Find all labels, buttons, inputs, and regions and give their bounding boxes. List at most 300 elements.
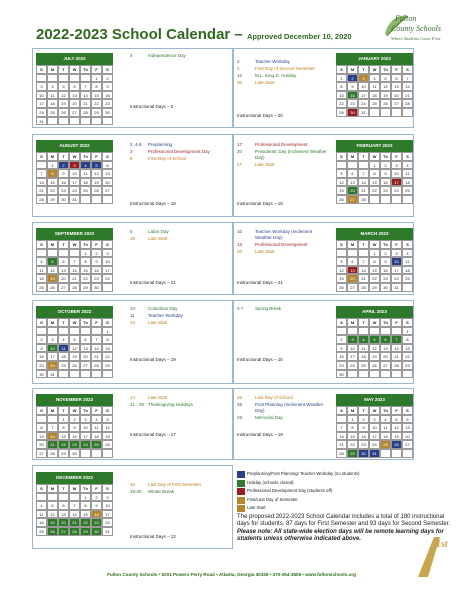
day-cell: 1 <box>80 493 91 502</box>
day-cell: 26 <box>380 99 391 108</box>
day-cell: 19 <box>336 274 347 283</box>
day-cell: 16 <box>358 432 369 441</box>
weekday-header: S <box>36 406 47 415</box>
day-cell <box>358 249 369 258</box>
day-cell <box>380 449 391 458</box>
day-cell: 17 <box>391 178 402 187</box>
day-cell: 12 <box>58 91 69 100</box>
day-cell: 10 <box>102 257 113 266</box>
day-cell: 31 <box>36 117 47 126</box>
day-cell: 1 <box>369 161 380 170</box>
day-cell: 25 <box>36 527 47 536</box>
day-cell <box>91 327 102 336</box>
day-cell: 28 <box>36 195 47 204</box>
month-events-aug <box>130 142 223 163</box>
day-cell: 19 <box>369 352 380 361</box>
day-cell: 4 <box>36 501 47 510</box>
day-cell: 7 <box>80 82 91 91</box>
event-row <box>237 59 330 65</box>
day-cell: 20 <box>391 91 402 100</box>
weekday-header: T <box>58 65 69 74</box>
day-cell: 2 <box>91 493 102 502</box>
day-cell <box>336 249 347 258</box>
day-cell: 9 <box>91 257 102 266</box>
event-date: 30 <box>237 80 243 85</box>
day-cell <box>69 249 80 258</box>
day-cell: 5 <box>336 257 347 266</box>
event-row <box>237 162 330 168</box>
day-cell: 12 <box>336 178 347 187</box>
legend-swatch <box>237 488 245 495</box>
day-cell: 11 <box>47 91 58 100</box>
event-row <box>130 313 223 319</box>
day-cell: 28 <box>402 99 413 108</box>
calendar-title: 2022-2023 School Calendar – <box>36 26 243 43</box>
day-cell: 1 <box>336 74 347 83</box>
day-cell: 22 <box>402 352 413 361</box>
event-date: 19-30 <box>130 489 142 494</box>
day-cell <box>36 493 47 502</box>
day-cell: 16 <box>91 510 102 519</box>
day-cell: 13 <box>347 266 358 275</box>
day-cell <box>69 74 80 83</box>
day-cell: 18 <box>402 178 413 187</box>
day-cell: 2 <box>91 249 102 258</box>
month-calendar-nov <box>36 394 113 458</box>
day-cell: 28 <box>358 195 369 204</box>
day-cell: 11 <box>36 510 47 519</box>
month-calendar-oct <box>36 306 113 378</box>
day-cell <box>47 249 58 258</box>
weekday-header: S <box>36 484 47 493</box>
day-cell: 4 <box>369 74 380 83</box>
month-name: MARCH 2023 <box>336 228 413 240</box>
day-cell: 15 <box>80 266 91 275</box>
day-cell: 3 <box>47 335 58 344</box>
day-cell: 22 <box>80 518 91 527</box>
day-cell: 12 <box>91 169 102 178</box>
day-cell: 11 <box>402 257 413 266</box>
event-date: 2, 4-5 <box>130 142 142 147</box>
weekday-header: Th <box>380 152 391 161</box>
day-cell: 6 <box>69 82 80 91</box>
day-cell: 2 <box>58 161 69 170</box>
day-cell: 4 <box>47 82 58 91</box>
day-cell: 20 <box>347 274 358 283</box>
day-cell: 25 <box>91 440 102 449</box>
weekday-header: F <box>91 65 102 74</box>
day-cell: 16 <box>380 266 391 275</box>
day-cell: 21 <box>69 518 80 527</box>
event-row <box>237 142 330 148</box>
instructional-days: Instructional Days – 12 <box>130 534 176 539</box>
event-date: 5 <box>130 229 133 234</box>
day-cell: 25 <box>80 186 91 195</box>
day-cell: 14 <box>402 82 413 91</box>
month-grid <box>36 484 113 536</box>
event-label: Late Start <box>255 80 275 85</box>
weekday-header: W <box>69 240 80 249</box>
weekday-header: Th <box>80 65 91 74</box>
day-cell <box>402 283 413 292</box>
day-cell: 11 <box>36 266 47 275</box>
day-cell <box>347 249 358 258</box>
page-title <box>36 26 352 43</box>
weekday-header: S <box>102 484 113 493</box>
day-cell: 22 <box>369 274 380 283</box>
day-cell <box>36 74 47 83</box>
day-cell: 9 <box>380 169 391 178</box>
day-cell: 1 <box>402 327 413 336</box>
day-cell: 13 <box>58 266 69 275</box>
day-cell: 30 <box>380 283 391 292</box>
day-cell: 5 <box>91 161 102 170</box>
day-cell: 4 <box>380 415 391 424</box>
day-cell: 12 <box>336 266 347 275</box>
day-cell: 15 <box>336 91 347 100</box>
day-cell: 9 <box>69 423 80 432</box>
event-label: M.L. King Jr. Holiday <box>255 73 297 78</box>
day-cell: 27 <box>347 283 358 292</box>
day-cell: 21 <box>402 91 413 100</box>
day-cell: 8 <box>102 335 113 344</box>
day-cell: 12 <box>69 344 80 353</box>
month-calendar-mar <box>336 228 413 292</box>
day-cell <box>80 117 91 126</box>
day-cell: 30 <box>36 370 47 379</box>
day-cell: 12 <box>380 82 391 91</box>
day-cell <box>380 195 391 204</box>
day-cell <box>347 370 358 379</box>
day-cell: 22 <box>347 440 358 449</box>
day-cell: 15 <box>402 344 413 353</box>
event-row <box>130 229 223 235</box>
day-cell: 9 <box>102 82 113 91</box>
month-name: SEPTEMBER 2022 <box>36 228 113 240</box>
day-cell <box>369 327 380 336</box>
weekday-header: F <box>391 240 402 249</box>
day-cell: 27 <box>80 361 91 370</box>
day-cell: 27 <box>391 99 402 108</box>
month-events-jan <box>237 59 330 87</box>
day-cell: 18 <box>36 518 47 527</box>
day-cell: 15 <box>102 344 113 353</box>
event-label: Late Start <box>148 395 168 400</box>
day-cell <box>336 327 347 336</box>
day-cell: 1 <box>80 249 91 258</box>
weekday-header: T <box>358 152 369 161</box>
day-cell: 29 <box>336 108 347 117</box>
day-cell <box>391 195 402 204</box>
event-row <box>237 306 330 312</box>
event-date: 16 <box>130 482 136 487</box>
day-cell: 14 <box>358 266 369 275</box>
day-cell <box>80 449 91 458</box>
day-cell: 24 <box>391 274 402 283</box>
day-cell: 20 <box>347 186 358 195</box>
event-date: 10 <box>237 229 243 234</box>
event-row <box>130 53 223 59</box>
day-cell: 29 <box>402 361 413 370</box>
month-grid <box>36 65 113 125</box>
day-cell: 29 <box>58 449 69 458</box>
day-cell: 27 <box>102 186 113 195</box>
day-cell: 24 <box>358 99 369 108</box>
weekday-header: S <box>402 65 413 74</box>
month-name: OCTOBER 2022 <box>36 306 113 318</box>
day-cell <box>102 283 113 292</box>
day-cell: 20 <box>402 432 413 441</box>
weekday-header: F <box>391 65 402 74</box>
day-cell <box>80 74 91 83</box>
weekday-header: S <box>336 152 347 161</box>
day-cell: 22 <box>336 99 347 108</box>
event-date: 20 <box>237 249 243 254</box>
month-events-oct <box>130 306 223 327</box>
day-cell: 30 <box>102 108 113 117</box>
day-cell: 25 <box>402 274 413 283</box>
day-cell: 28 <box>47 449 58 458</box>
day-cell: 21 <box>358 186 369 195</box>
event-label: Independence Day <box>148 53 186 58</box>
day-cell: 25 <box>58 361 69 370</box>
weekday-header: M <box>347 152 358 161</box>
weekday-header: M <box>47 406 58 415</box>
day-cell: 22 <box>102 352 113 361</box>
day-cell <box>58 327 69 336</box>
day-cell: 30 <box>347 108 358 117</box>
day-cell: 3 <box>80 415 91 424</box>
weekday-header: F <box>391 318 402 327</box>
day-cell: 21 <box>391 352 402 361</box>
month-grid <box>336 318 413 378</box>
weekday-header: Th <box>80 484 91 493</box>
day-cell: 9 <box>380 257 391 266</box>
day-cell: 2 <box>36 335 47 344</box>
day-cell: 14 <box>80 91 91 100</box>
event-label: First Day of School <box>148 156 187 161</box>
day-cell: 29 <box>369 283 380 292</box>
day-cell: 26 <box>369 361 380 370</box>
day-cell: 30 <box>358 449 369 458</box>
instructional-days: Instructional Days – 18 <box>130 201 176 206</box>
day-cell: 21 <box>69 274 80 283</box>
event-row <box>237 80 330 86</box>
event-date: 27 <box>237 162 243 167</box>
day-cell: 6 <box>391 74 402 83</box>
day-cell: 13 <box>69 91 80 100</box>
day-cell: 10 <box>80 423 91 432</box>
month-grid <box>336 406 413 458</box>
day-cell: 14 <box>69 266 80 275</box>
day-cell: 21 <box>336 440 347 449</box>
event-row <box>237 73 330 79</box>
day-cell: 9 <box>58 169 69 178</box>
day-cell: 8 <box>80 257 91 266</box>
month-name: FEBRUARY 2023 <box>336 140 413 152</box>
weekday-header: Th <box>380 65 391 74</box>
month-events-jul <box>130 53 223 60</box>
event-date: 3 <box>130 149 133 154</box>
weekday-header: M <box>47 152 58 161</box>
event-row <box>237 242 330 248</box>
day-cell: 24 <box>347 361 358 370</box>
day-cell: 17 <box>80 432 91 441</box>
event-date: 3 <box>237 66 240 71</box>
weekday-header: Th <box>380 406 391 415</box>
day-cell <box>47 327 58 336</box>
district-logo <box>381 10 461 50</box>
legend-item <box>237 496 452 504</box>
weekday-header: T <box>58 240 69 249</box>
day-cell: 27 <box>402 440 413 449</box>
day-cell: 3 <box>102 493 113 502</box>
weekday-header: S <box>336 318 347 327</box>
event-date: 26 <box>237 402 243 407</box>
event-row <box>130 156 223 162</box>
day-cell: 16 <box>58 178 69 187</box>
event-row <box>130 320 223 326</box>
logo-tagline: Where Students Come First <box>391 36 441 41</box>
event-label: Teacher Workday (Inclement Weather Day) <box>255 229 313 240</box>
day-cell: 28 <box>391 361 402 370</box>
day-cell <box>402 108 413 117</box>
day-cell: 5 <box>58 82 69 91</box>
day-cell: 3 <box>391 161 402 170</box>
day-cell: 6 <box>347 257 358 266</box>
instructional-days: Instructional Days – 21 <box>237 280 283 285</box>
day-cell <box>47 415 58 424</box>
day-cell <box>391 449 402 458</box>
weekday-header: S <box>336 65 347 74</box>
day-cell: 18 <box>380 432 391 441</box>
legend-swatch <box>237 497 245 504</box>
day-cell: 25 <box>358 361 369 370</box>
event-date: 29 <box>237 415 243 420</box>
day-cell: 5 <box>102 415 113 424</box>
day-cell: 21 <box>358 274 369 283</box>
day-cell: 3 <box>369 415 380 424</box>
weekday-header: F <box>91 318 102 327</box>
day-cell: 17 <box>369 432 380 441</box>
day-cell: 26 <box>58 108 69 117</box>
event-date: 17 <box>237 142 243 147</box>
legend-item <box>237 487 452 495</box>
event-row <box>130 402 223 408</box>
day-cell: 1 <box>47 161 58 170</box>
day-cell: 1 <box>369 249 380 258</box>
day-cell: 30 <box>69 449 80 458</box>
day-cell: 18 <box>36 274 47 283</box>
day-cell: 19 <box>102 432 113 441</box>
day-cell: 23 <box>102 99 113 108</box>
event-row <box>130 236 223 242</box>
day-cell: 2 <box>336 335 347 344</box>
weekday-header: S <box>402 318 413 327</box>
day-cell: 29 <box>102 361 113 370</box>
instructional-days: Instructional Days – 19 <box>130 357 176 362</box>
day-cell: 31 <box>69 195 80 204</box>
day-cell: 10 <box>391 257 402 266</box>
day-cell: 12 <box>102 423 113 432</box>
day-cell: 4 <box>80 161 91 170</box>
day-cell: 7 <box>391 335 402 344</box>
day-cell <box>347 161 358 170</box>
weekday-header: M <box>347 65 358 74</box>
weekday-header: Th <box>80 318 91 327</box>
event-label: Late Start <box>255 162 275 167</box>
day-cell <box>102 370 113 379</box>
day-cell: 15 <box>369 266 380 275</box>
day-cell: 15 <box>369 178 380 187</box>
event-label: Thanksgiving Holidays <box>148 402 194 407</box>
day-cell: 23 <box>36 361 47 370</box>
day-cell: 18 <box>80 178 91 187</box>
day-cell: 10 <box>36 91 47 100</box>
day-cell: 26 <box>336 195 347 204</box>
day-cell <box>69 117 80 126</box>
day-cell: 22 <box>91 99 102 108</box>
day-cell: 19 <box>69 352 80 361</box>
day-cell <box>36 327 47 336</box>
event-row <box>237 395 330 401</box>
day-cell: 23 <box>91 518 102 527</box>
day-cell: 27 <box>347 195 358 204</box>
month-events-feb <box>237 142 330 169</box>
day-cell: 19 <box>380 91 391 100</box>
instructional-days: Instructional Days – 19 <box>237 432 283 437</box>
weekday-header: W <box>369 406 380 415</box>
event-date: 24 <box>130 320 136 325</box>
event-row <box>130 395 223 401</box>
day-cell: 10 <box>69 169 80 178</box>
day-cell: 6 <box>102 161 113 170</box>
event-label: Professional Development <box>255 242 308 247</box>
day-cell: 14 <box>36 178 47 187</box>
day-cell: 30 <box>91 283 102 292</box>
weekday-header: T <box>358 65 369 74</box>
day-cell: 6 <box>347 169 358 178</box>
day-cell: 5 <box>380 74 391 83</box>
event-date: 10 <box>130 306 136 311</box>
note-emphasis: Please note: All state-wide election days will be remote learning days for students unless otherwise indicated above. <box>237 528 444 543</box>
month-grid <box>36 406 113 458</box>
month-calendar-jan <box>336 53 413 117</box>
day-cell: 15 <box>91 91 102 100</box>
day-cell: 28 <box>80 108 91 117</box>
day-cell: 13 <box>391 82 402 91</box>
event-label: Labor Day <box>148 229 169 234</box>
weekday-header: M <box>347 318 358 327</box>
day-cell: 13 <box>380 344 391 353</box>
legend-item <box>237 479 452 487</box>
day-cell: 17 <box>391 266 402 275</box>
day-cell: 11 <box>91 423 102 432</box>
weekday-header: Th <box>380 240 391 249</box>
instructional-days: Instructional Days – 0 <box>130 104 174 109</box>
day-cell: 16 <box>36 352 47 361</box>
day-cell <box>369 195 380 204</box>
day-cell <box>358 370 369 379</box>
day-cell: 5 <box>336 169 347 178</box>
day-cell: 18 <box>369 91 380 100</box>
day-cell: 13 <box>58 510 69 519</box>
day-cell: 28 <box>358 283 369 292</box>
weekday-header: W <box>369 240 380 249</box>
day-cell: 27 <box>58 527 69 536</box>
weekday-header: S <box>36 240 47 249</box>
weekday-header: T <box>58 484 69 493</box>
